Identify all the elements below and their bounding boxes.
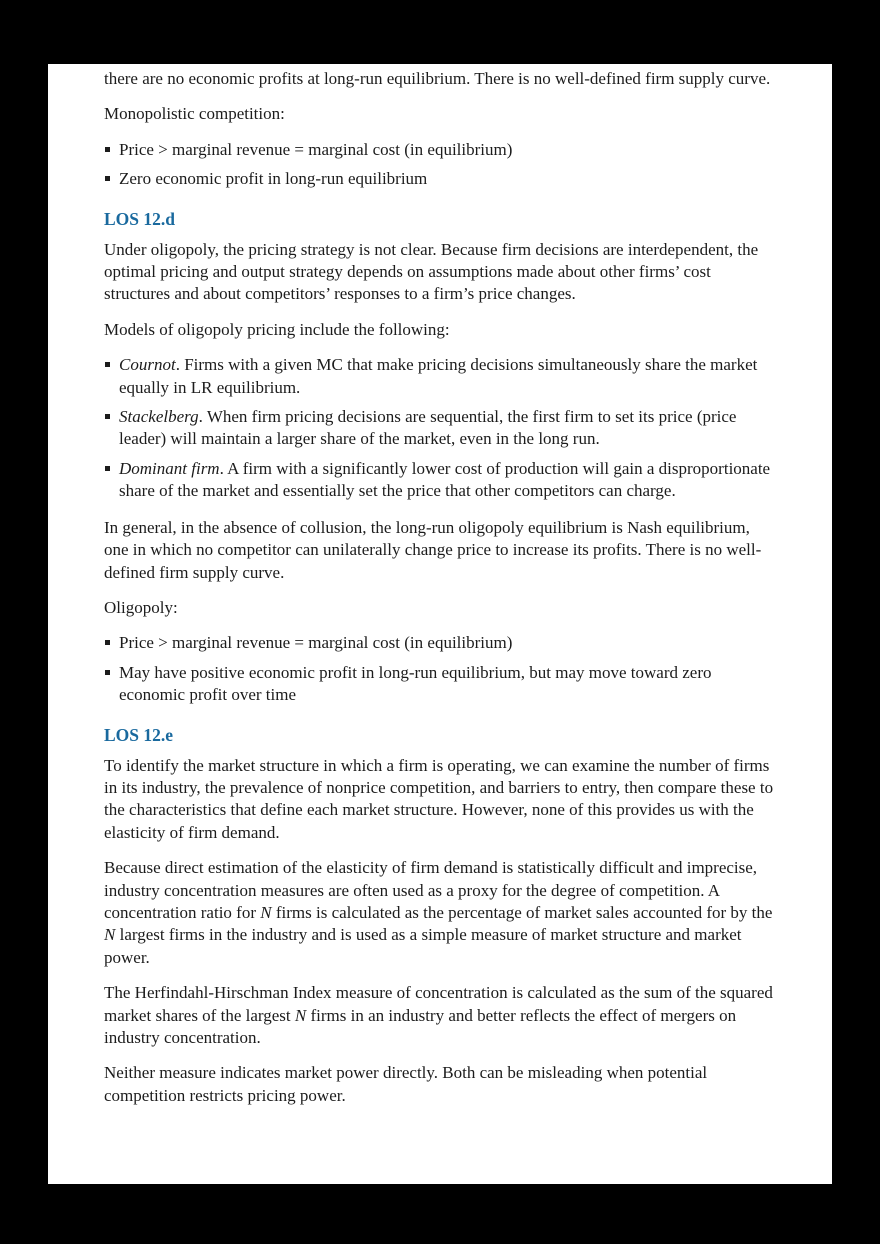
text-run: In general, in the absence of collusion, the long-run oligopoly equilibrium is Nash equilibrium, one in which no competitor can unilaterally change price to increase its profits. There is no well-defined firm supply curve. [104,517,762,582]
list-item-text [119,140,512,159]
list-item-text [119,663,712,704]
text-run: May have positive economic profit in long-run equilibrium, but may move toward zero economic profit over time [119,662,712,705]
text-run: To identify the market structure in which a firm is operating, we can examine the number of firms in its industry, the prevalence of nonprice competition, and barriers to entry, then compare these to the characteristics that define each market structure. However, none of this provides us with the elasticity of firm demand. [104,755,774,842]
italic-text-run: N [104,925,116,945]
paragraph-oligopoly-pricing-strategy [104,239,776,306]
paragraph-neither-measure [104,1062,776,1107]
italic-text-run: N [260,902,272,922]
monopolistic-competition-list [104,139,776,191]
text-run: largest firms in the industry and is used as a simple measure of market structure and market power. [104,925,742,967]
list-item-text [119,169,427,188]
paragraph-oligopoly-label [104,597,776,619]
text-run: Under oligopoly, the pricing strategy is not clear. Because firm decisions are interdependent, the optimal pricing and output strategy depends on assumptions made about other firms’ cost structures and about competitors’ responses to a firm’s price changes. [104,239,759,304]
italic-text-run: Stackelberg [119,407,199,427]
text-run: Neither measure indicates market power directly. Both can be misleading when potential competition restricts pricing power. [104,1063,708,1105]
bullet-square-icon [105,414,110,419]
list-item [104,632,776,654]
bullet-square-icon [105,466,110,471]
text-run: . Firms with a given MC that make pricing decisions simultaneously share the market equally in LR equilibrium. [119,355,758,397]
bullet-square-icon [105,670,110,675]
oligopoly-models-list [104,354,776,502]
text-run: Monopolistic competition: [104,104,285,124]
los-heading-12e: LOS 12.e [104,724,174,745]
paragraph-concentration-ratio [104,857,776,969]
italic-text-run: Cournot [119,355,176,375]
paragraph-identify-market-structure [104,755,776,845]
list-item-text [119,407,736,448]
list-item [104,139,776,161]
text-run: Zero economic profit in long-run equilibrium [119,169,428,189]
text-run: Because direct estimation of the elasticity of firm demand is statistically difficult and imprecise, industry concentration measures are often used as a proxy for the degree of competition. A concentration ratio for [104,858,758,922]
text-run: Oligopoly: [104,597,178,617]
text-run: . When firm pricing decisions are sequential, the first firm to set its price (price leader) will maintain a larger share of the market, even in the long run. [119,407,737,449]
bullet-square-icon [105,640,110,645]
italic-text-run: N [294,1005,307,1025]
text-run: The Herfindahl-Hirschman Index measure of concentration is calculated as the sum of the squared market shares of the largest [104,983,773,1025]
paragraph-nash-equilibrium [104,517,776,584]
los-heading-12d: LOS 12.d [104,208,175,229]
list-item [104,662,776,707]
text-run: there are no economic profits at long-run equilibrium. There is no well-defined firm supply curve. [104,69,771,88]
italic-text-run: Dominant firm [119,458,220,478]
bullet-square-icon [105,176,110,181]
text-run: Price > marginal revenue = marginal cost (in equilibrium) [119,633,513,653]
paragraph-models-intro [104,319,776,341]
paragraph-herfindahl-hirschman [104,982,776,1049]
list-item [104,354,776,399]
list-item [104,458,776,503]
list-item [104,406,776,451]
text-run: Models of oligopoly pricing include the following: [104,319,450,339]
oligopoly-list [104,632,776,706]
paragraph-no-economic-profits [104,68,776,90]
bullet-square-icon [105,362,110,367]
text-run: firms in an industry and better reflects the effect of mergers on industry concentration. [104,1005,737,1047]
text-run: Price > marginal revenue = marginal cost (in equilibrium) [119,139,513,159]
list-item-text [119,459,770,500]
document-page [48,64,832,1184]
list-item-text [119,355,757,396]
bullet-square-icon [105,147,110,152]
text-run: firms is calculated as the percentage of market sales accounted for by the [271,902,773,922]
list-item-text [119,633,512,652]
text-run: . A firm with a significantly lower cost of production will gain a disproportionate share of the market and essentially set the price that other competitors can charge. [119,458,771,501]
list-item [104,168,776,190]
paragraph-monopolistic-competition-label [104,103,776,125]
